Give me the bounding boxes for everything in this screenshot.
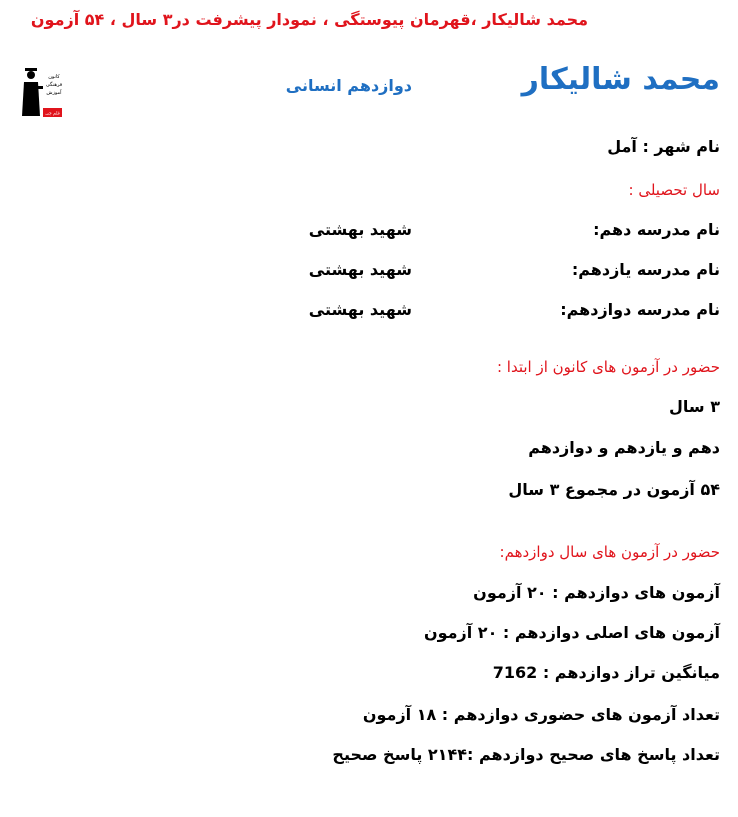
page-headline: محمد شالیکار ،قهرمان پیوستگی ، نمودار پیشرفت در۳ سال ، ۵۴ آزمون bbox=[30, 10, 588, 29]
attendance-years: ۳ سال bbox=[669, 397, 720, 416]
grade12-correct-answers: تعداد پاسخ های صحیح دوازدهم :۲۱۴۴ پاسخ صحیح bbox=[332, 745, 720, 764]
school-10-value: شهید بهشتی bbox=[308, 220, 412, 239]
academic-year-heading: سال تحصیلی : bbox=[628, 181, 720, 199]
grade12-average-score: میانگین تراز دوازدهم : 7162 bbox=[492, 663, 720, 682]
school-10-label: نام مدرسه دهم: bbox=[593, 220, 720, 239]
school-11-value: شهید بهشتی bbox=[308, 260, 412, 279]
attendance-grades: دهم و یازدهم و دوازدهم bbox=[528, 438, 720, 457]
logo-line-3: آموزش bbox=[46, 90, 62, 96]
grade12-heading: حضور در آزمون های سال دوازدهم: bbox=[499, 543, 720, 561]
school-12-label: نام مدرسه دوازدهم: bbox=[560, 300, 720, 319]
attendance-total: ۵۴ آزمون در مجموع ۳ سال bbox=[508, 480, 720, 499]
grade12-in-person-exams: تعداد آزمون های حضوری دوازدهم : ۱۸ آزمون bbox=[362, 705, 720, 724]
city-line: نام شهر : آمل bbox=[607, 137, 720, 156]
grade12-exams: آزمون های دوازدهم : ۲۰ آزمون bbox=[473, 583, 720, 602]
logo-line-2: فرهنگی bbox=[45, 82, 62, 88]
kanoon-logo bbox=[16, 64, 62, 118]
student-name: محمد شالیکار bbox=[521, 62, 720, 97]
student-grade: دوازدهم انسانی bbox=[285, 76, 412, 95]
school-12-value: شهید بهشتی bbox=[308, 300, 412, 319]
attendance-heading: حضور در آزمون های کانون از ابتدا : bbox=[496, 358, 720, 376]
logo-line-1: کانون bbox=[48, 74, 60, 80]
grade12-main-exams: آزمون های اصلی دوازدهم : ۲۰ آزمون bbox=[423, 623, 720, 642]
logo-badge: قلم چی bbox=[45, 111, 60, 117]
school-11-label: نام مدرسه یازدهم: bbox=[571, 260, 720, 279]
